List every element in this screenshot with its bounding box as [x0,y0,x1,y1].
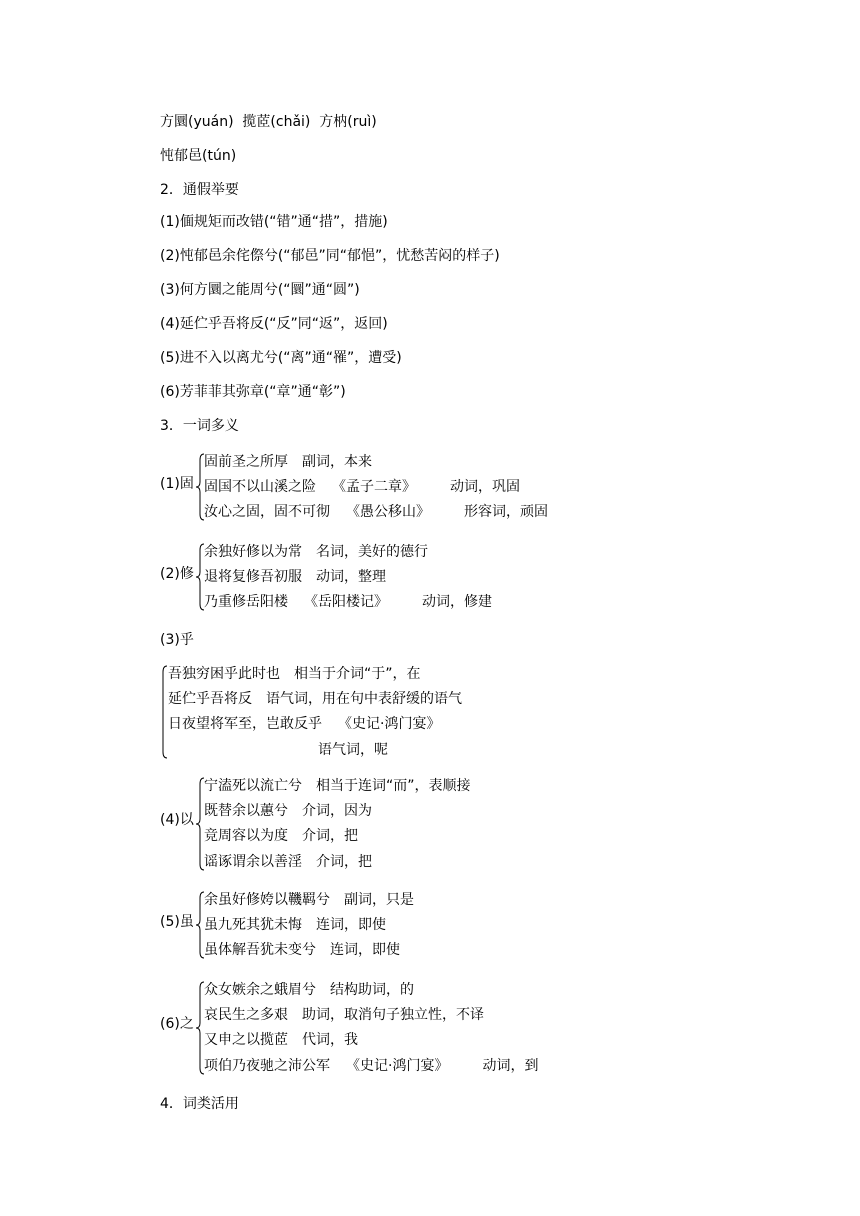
polysemy-entry [204,826,358,846]
polysemy-entry [204,502,548,522]
polysemy-entry [204,801,372,821]
gloss: 动词，到 [482,1058,539,1074]
gloss: 介词，因为 [302,803,372,819]
polysemy-entry [168,664,421,684]
example-sentence: 退将复修吾初服 [204,569,302,585]
intro-line-2: 忳郁邑(tún) [160,148,237,164]
polysemy-entry [168,714,440,734]
example-sentence: 吾独穷困乎此时也 [168,666,280,682]
source-title: 《岳阳楼记》 [304,594,388,610]
gloss: 名词，美好的德行 [316,544,428,560]
polysemy-entry [204,452,372,472]
gloss: 动词，巩固 [450,479,520,495]
example-sentence: 延伫乎吾将反 [168,691,252,707]
polysemy-entry [204,890,414,910]
polysemy-entry [204,980,414,1000]
gloss: 相当于介词“于”，在 [294,666,421,682]
example-sentence: 众女嫉余之蛾眉兮 [204,982,316,998]
polysemy-entry [204,477,520,497]
polysemy-entry [204,1056,538,1076]
example-sentence: 固国不以山溪之险 [204,479,316,495]
gloss: 助词，取消句子独立性，不译 [302,1007,484,1023]
section-4-heading: 4．词类活用 [160,1096,239,1112]
gloss: 副词，只是 [344,892,414,908]
gloss: 形容词，顽固 [464,504,548,520]
tongjia-item-1: (1)偭规矩而改错(“错”通“措”，措施) [160,214,388,230]
group-label: (4)以 [160,812,194,828]
example-sentence: 固前圣之所厚 [204,454,288,470]
gloss: 动词，修建 [422,594,492,610]
polysemy-entry [168,689,462,709]
example-sentence: 虽九死其犹未悔 [204,917,302,933]
gloss: 连词，即使 [330,942,400,958]
example-sentence: 余虽好修姱以鞿羁兮 [204,892,330,908]
group-label: (6)之 [160,1016,194,1032]
example-sentence: 虽体解吾犹未变兮 [204,942,316,958]
example-sentence: 又申之以揽茝 [204,1032,288,1048]
source-title: 《孟子二章》 [332,479,416,495]
gloss: 代词，我 [302,1032,358,1048]
gloss: 副词，本来 [302,454,372,470]
polysemy-entry [204,915,386,935]
tongjia-item-2: (2)忳郁邑余侘傺兮(“郁邑”同“郁悒”，忧愁苦闷的样子) [160,248,500,264]
tongjia-item-3: (3)何方圜之能周兮(“圜”通“圆”) [160,282,360,298]
polysemy-entry [204,940,400,960]
polysemy-entry [204,852,372,872]
example-sentence: 宁溘死以流亡兮 [204,778,302,794]
example-sentence: 汝心之固，固不可彻 [204,504,330,520]
group-label: (1)固 [160,476,194,492]
tongjia-item-5: (5)进不入以离尤兮(“离”通“罹”，遭受) [160,350,402,366]
example-sentence: 竞周容以为度 [204,828,288,844]
polysemy-entry [204,567,386,587]
intro-line-1: 方圜(yuán) 揽茝(chǎi) 方枘(ruì) [160,114,377,130]
section-3-heading: 3．一词多义 [160,418,239,434]
tongjia-item-6: (6)芳菲菲其弥章(“章”通“彰”) [160,384,346,400]
example-sentence: 项伯乃夜驰之沛公军 [204,1058,330,1074]
gloss: 介词，把 [302,828,358,844]
gloss: 介词，把 [316,854,372,870]
polysemy-entry [204,592,492,612]
gloss: 相当于连词“而”，表顺接 [316,778,471,794]
gloss: 语气词，用在句中表舒缓的语气 [266,691,462,707]
polysemy-entry [204,776,471,796]
gloss: 结构助词，的 [330,982,414,998]
source-title: 《愚公移山》 [346,504,430,520]
polysemy-entry [204,1005,484,1025]
polysemy-entry [204,542,428,562]
example-sentence: 哀民生之多艰 [204,1007,288,1023]
example-sentence: 谣诼谓余以善淫 [204,854,302,870]
example-sentence: 乃重修岳阳楼 [204,594,288,610]
polysemy-label-hu: (3)乎 [160,632,194,648]
gloss: 连词，即使 [316,917,386,933]
example-sentence: 余独好修以为常 [204,544,302,560]
example-sentence: 日夜望将军至，岂敢反乎 [168,716,322,732]
source-title: 《史记·鸿门宴》 [346,1058,449,1074]
polysemy-gloss-continued: 语气词，呢 [318,742,388,758]
group-label: (5)虽 [160,914,194,930]
tongjia-item-4: (4)延伫乎吾将反(“反”同“返”，返回) [160,316,388,332]
section-2-heading: 2．通假举要 [160,182,239,198]
example-sentence: 既替余以蕙兮 [204,803,288,819]
brace [160,664,168,760]
gloss: 动词，整理 [316,569,386,585]
source-title: 《史记·鸿门宴》 [338,716,441,732]
group-label: (2)修 [160,566,194,582]
polysemy-entry [204,1030,358,1050]
